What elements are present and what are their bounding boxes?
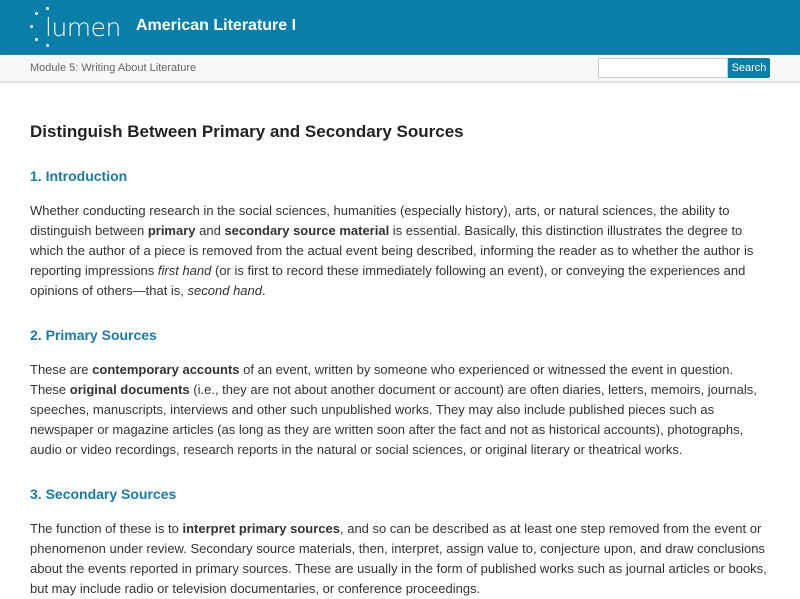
text: (or is first to record these immediately following an event), or conveying the experiences and opinions of others—that is, xyxy=(30,263,746,298)
course-title[interactable]: American Literature I xyxy=(136,17,297,34)
bold-text: contemporary accounts xyxy=(92,362,240,377)
section-paragraph xyxy=(30,201,770,301)
section-heading: 3. Secondary Sources xyxy=(30,486,177,502)
logo-text: lumen xyxy=(45,13,121,42)
section-heading: 1. Introduction xyxy=(30,168,128,184)
text: , and so can be described as at least one step removed from the event or phenomenon under review. Secondary source materials, then, interpret, assign value to, conjecture upon, and draw conclusions about the events reported in primary sources. These are usually in the form of published works such as journal articles or books, but may include radio or television documentaries, or conference proceedings. xyxy=(30,521,767,596)
text: of an event, written by someone who experienced or witnessed the event in question. These xyxy=(30,362,734,397)
section-heading: 2. Primary Sources xyxy=(30,327,157,343)
text: . xyxy=(261,283,266,298)
site-header xyxy=(0,0,800,55)
text: and xyxy=(195,223,225,238)
text: is essential. Basically, this distinction illustrates the degree to which the author of a piece is removed from the actual event being described, informing the reader as to whether the author is reporting impressions xyxy=(30,223,754,278)
bold-text: primary xyxy=(147,223,196,238)
module-bar xyxy=(0,55,800,82)
bold-text: secondary source material xyxy=(224,223,390,238)
italic-text: second hand xyxy=(187,283,262,298)
content xyxy=(0,122,800,599)
text: (i.e., they are not about another document or account) are often diaries, letters, memoirs, journals, speeches, manuscripts, interviews and other such unpublished works. They may also include published pieces such as newspaper or magazine articles (as long as they are written soon after the fact and not as historical accounts), photographs, audio or video recordings, research reports in the natural or social sciences, or original literary or theatrical works. xyxy=(30,382,757,457)
section-paragraph xyxy=(30,360,770,460)
bold-text: interpret primary sources xyxy=(182,521,340,536)
section-paragraph xyxy=(30,519,770,599)
page-title: Distinguish Between Primary and Secondary Sources xyxy=(30,122,464,141)
italic-text: first hand xyxy=(157,263,212,278)
search-button[interactable]: Search xyxy=(728,58,770,78)
text: The function of these is to xyxy=(30,521,183,536)
text: Whether conducting research in the social sciences, humanities (especially history), arts, or natural sciences, the ability to distinguish between xyxy=(30,203,730,238)
lumen-logo[interactable] xyxy=(28,10,121,46)
breadcrumb[interactable]: Module 5: Writing About Literature xyxy=(30,62,197,74)
text: These are xyxy=(30,362,93,377)
search-input[interactable] xyxy=(598,58,728,78)
bold-text: original documents xyxy=(69,382,190,397)
